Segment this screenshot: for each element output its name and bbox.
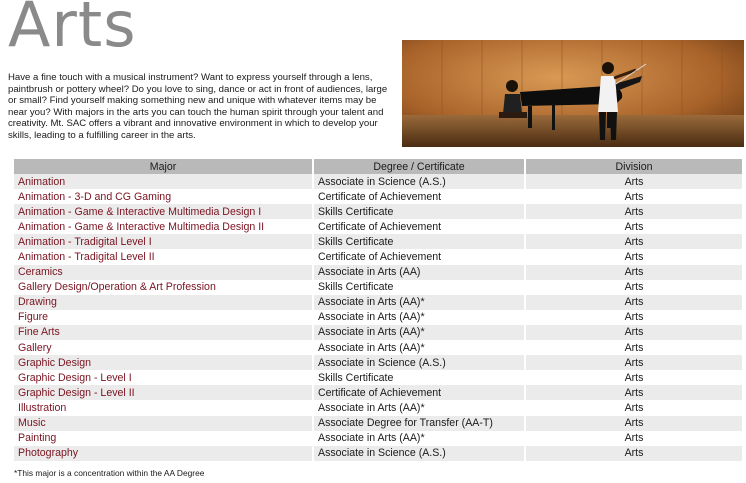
table-header-row [14,159,743,174]
major-cell: Graphic Design [14,355,313,370]
degree-cell: Certificate of Achievement [313,385,525,400]
table-row [14,280,743,295]
degree-cell: Associate Degree for Transfer (AA-T) [313,416,525,431]
division-cell: Arts [525,431,743,446]
major-cell: Illustration [14,400,313,415]
division-cell: Arts [525,295,743,310]
degree-cell: Associate in Arts (AA)* [313,400,525,415]
major-cell: Gallery Design/Operation & Art Profession [14,280,313,295]
major-cell: Graphic Design - Level I [14,370,313,385]
table-row [14,416,743,431]
column-header-degree: Degree / Certificate [313,159,525,174]
performance-photo [402,40,744,147]
table-row [14,431,743,446]
table-row [14,265,743,280]
division-cell: Arts [525,446,743,461]
division-cell: Arts [525,416,743,431]
major-cell: Animation - Game & Interactive Multimedia Design II [14,219,313,234]
division-cell: Arts [525,400,743,415]
major-cell: Figure [14,310,313,325]
major-cell: Photography [14,446,313,461]
table-row [14,295,743,310]
division-cell: Arts [525,370,743,385]
division-cell: Arts [525,385,743,400]
table-row [14,234,743,249]
degree-cell: Skills Certificate [313,280,525,295]
division-cell: Arts [525,265,743,280]
division-cell: Arts [525,325,743,340]
division-cell: Arts [525,219,743,234]
degree-cell: Associate in Science (A.S.) [313,355,525,370]
major-cell: Graphic Design - Level II [14,385,313,400]
major-cell: Animation - 3-D and CG Gaming [14,189,313,204]
table-row [14,400,743,415]
degree-cell: Certificate of Achievement [313,249,525,264]
major-cell: Ceramics [14,265,313,280]
major-cell: Animation - Tradigital Level I [14,234,313,249]
division-cell: Arts [525,189,743,204]
table-row [14,446,743,461]
division-cell: Arts [525,355,743,370]
majors-table [14,159,744,461]
table-row [14,249,743,264]
table-row [14,310,743,325]
major-cell: Drawing [14,295,313,310]
division-cell: Arts [525,249,743,264]
division-cell: Arts [525,174,743,189]
table-row [14,385,743,400]
degree-cell: Associate in Arts (AA)* [313,310,525,325]
table-row [14,174,743,189]
table-row [14,370,743,385]
table-row [14,189,743,204]
major-cell: Painting [14,431,313,446]
degree-cell: Skills Certificate [313,370,525,385]
degree-cell: Certificate of Achievement [313,219,525,234]
division-cell: Arts [525,340,743,355]
table-row [14,325,743,340]
degree-cell: Associate in Arts (AA) [313,265,525,280]
intro-paragraph: Have a fine touch with a musical instrument? Want to express yourself through a lens, paintbrush or pottery wheel? Do you love to sing, dance or act in front of audiences, large or small? Find yourself making something new and unique with whatever items may be near you? With majors in the arts you can touch the human spirit through your talent and creativity. Mt. SAC offers a vibrant and innovative environment in which to develop your skills, leading to a fulfilling career in the arts. [8,72,388,141]
division-cell: Arts [525,310,743,325]
degree-cell: Associate in Science (A.S.) [313,174,525,189]
degree-cell: Associate in Arts (AA)* [313,325,525,340]
degree-cell: Certificate of Achievement [313,189,525,204]
major-cell: Gallery [14,340,313,355]
division-cell: Arts [525,280,743,295]
major-cell: Fine Arts [14,325,313,340]
table-row [14,204,743,219]
major-cell: Animation - Tradigital Level II [14,249,313,264]
division-cell: Arts [525,234,743,249]
degree-cell: Skills Certificate [313,204,525,219]
major-cell: Animation [14,174,313,189]
degree-cell: Associate in Arts (AA)* [313,295,525,310]
major-cell: Music [14,416,313,431]
table-row [14,340,743,355]
column-header-major: Major [14,159,313,174]
degree-cell: Associate in Arts (AA)* [313,431,525,446]
table-row [14,219,743,234]
major-cell: Animation - Game & Interactive Multimedia Design I [14,204,313,219]
degree-cell: Skills Certificate [313,234,525,249]
degree-cell: Associate in Science (A.S.) [313,446,525,461]
page-title: Arts [8,0,137,61]
footnote: *This major is a concentration within the AA Degree [14,468,205,478]
division-cell: Arts [525,204,743,219]
degree-cell: Associate in Arts (AA)* [313,340,525,355]
table-row [14,355,743,370]
column-header-division: Division [525,159,743,174]
